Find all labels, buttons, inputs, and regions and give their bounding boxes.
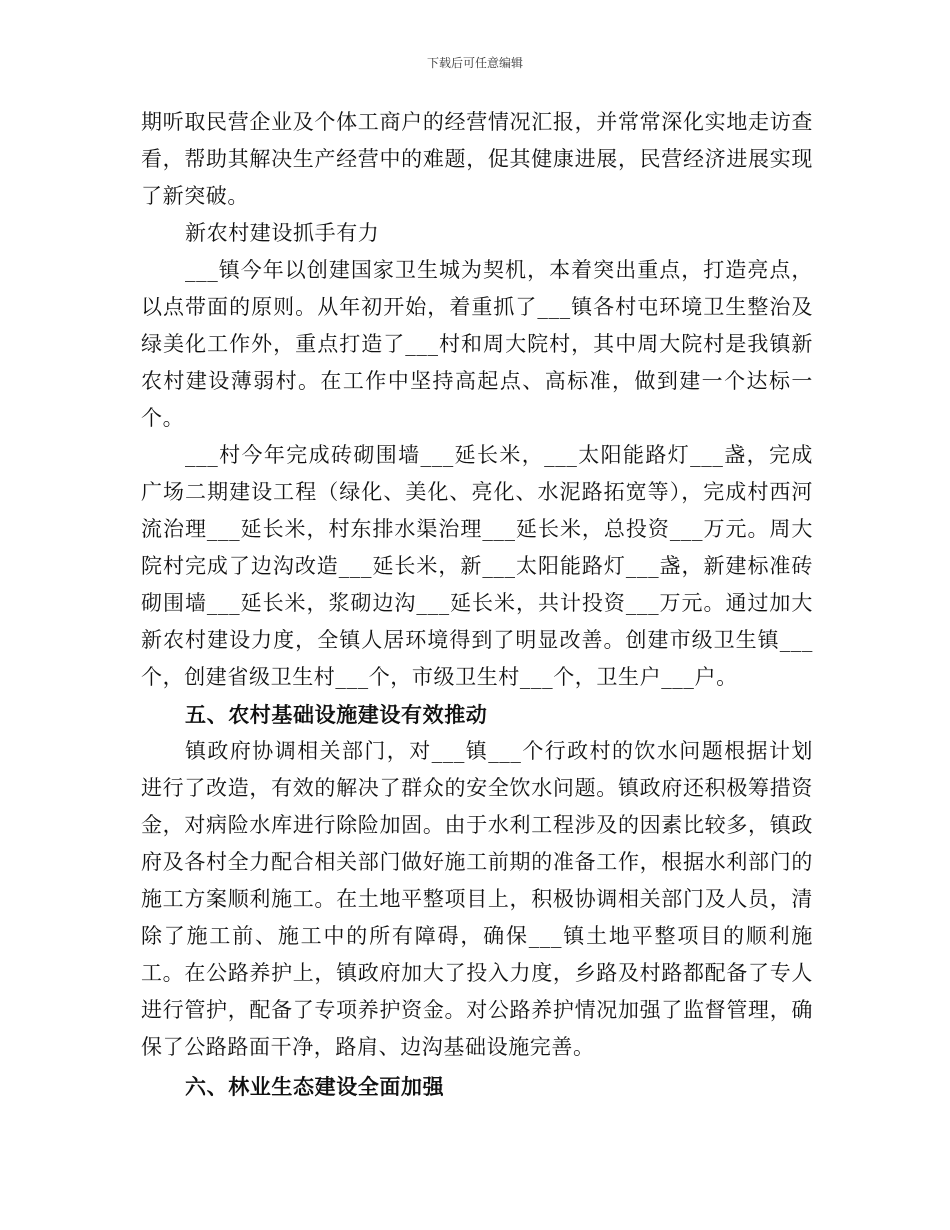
paragraph-infrastructure: 镇政府协调相关部门，对___镇___个行政村的饮水问题根据计划进行了改造，有效的解决了群众的安全饮水问题。镇政府还积极筹措资金，对病险水库进行除险加固。由于水利工程涉及的因素比较多，镇政府及各村全力配合相关部门做好施工前期的准备工作，根据水利部门的施工方案顺利施工。在土地平整项目上，积极协调相关部门及人员，清除了施工前、施工中的所有障碍，确保___镇土地平整项目的顺利施工。在公路养护上，镇政府加大了投入力度，乡路及村路都配备了专人进行管护，配备了专项养护资金。对公路养护情况加强了监督管理，确保了公路路面干净，路肩、边沟基础设施完善。: [141, 739, 813, 1059]
document-body: [141, 104, 813, 1105]
page-header-note: 下载后可任意编辑: [426, 56, 523, 70]
paragraph-town-sanitation: ___镇今年以创建国家卫生城为契机，本着突出重点，打造亮点，以点带面的原则。从年初开始，着重抓了___镇各村屯环境卫生整治及绿美化工作外，重点打造了___村和周大院村，其中周大院村是我镇新农村建设薄弱村。在工作中坚持高起点、高标准，做到建一个达标一个。: [141, 258, 813, 430]
paragraph-continuation: 期听取民营企业及个体工商户的经营情况汇报，并常常深化实地走访查看，帮助其解决生产经营中的难题，促其健康进展，民营经济进展实现了新突破。: [141, 110, 813, 208]
section-heading-five: 五、农村基础设施建设有效推动: [185, 702, 488, 727]
subheading-new-rural-construction: 新农村建设抓手有力: [185, 221, 380, 245]
section-heading-six: 六、林业生态建设全面加强: [185, 1074, 445, 1099]
paragraph-village-projects: ___村今年完成砖砌围墙___延长米，___太阳能路灯___盏，完成广场二期建设工程（绿化、美化、亮化、水泥路拓宽等），完成村西河流治理___延长米，村东排水渠治理___延长米，总投资___万元。周大院村完成了边沟改造___延长米，新___太阳能路灯___盏，新建标准砖砌围墙___延长米，浆砌边沟___延长米，共计投资___万元。通过加大新农村建设力度，全镇人居环境得到了明显改善。创建市级卫生镇___个，创建省级卫生村___个，市级卫生村___个，卫生户___户。: [141, 443, 813, 689]
